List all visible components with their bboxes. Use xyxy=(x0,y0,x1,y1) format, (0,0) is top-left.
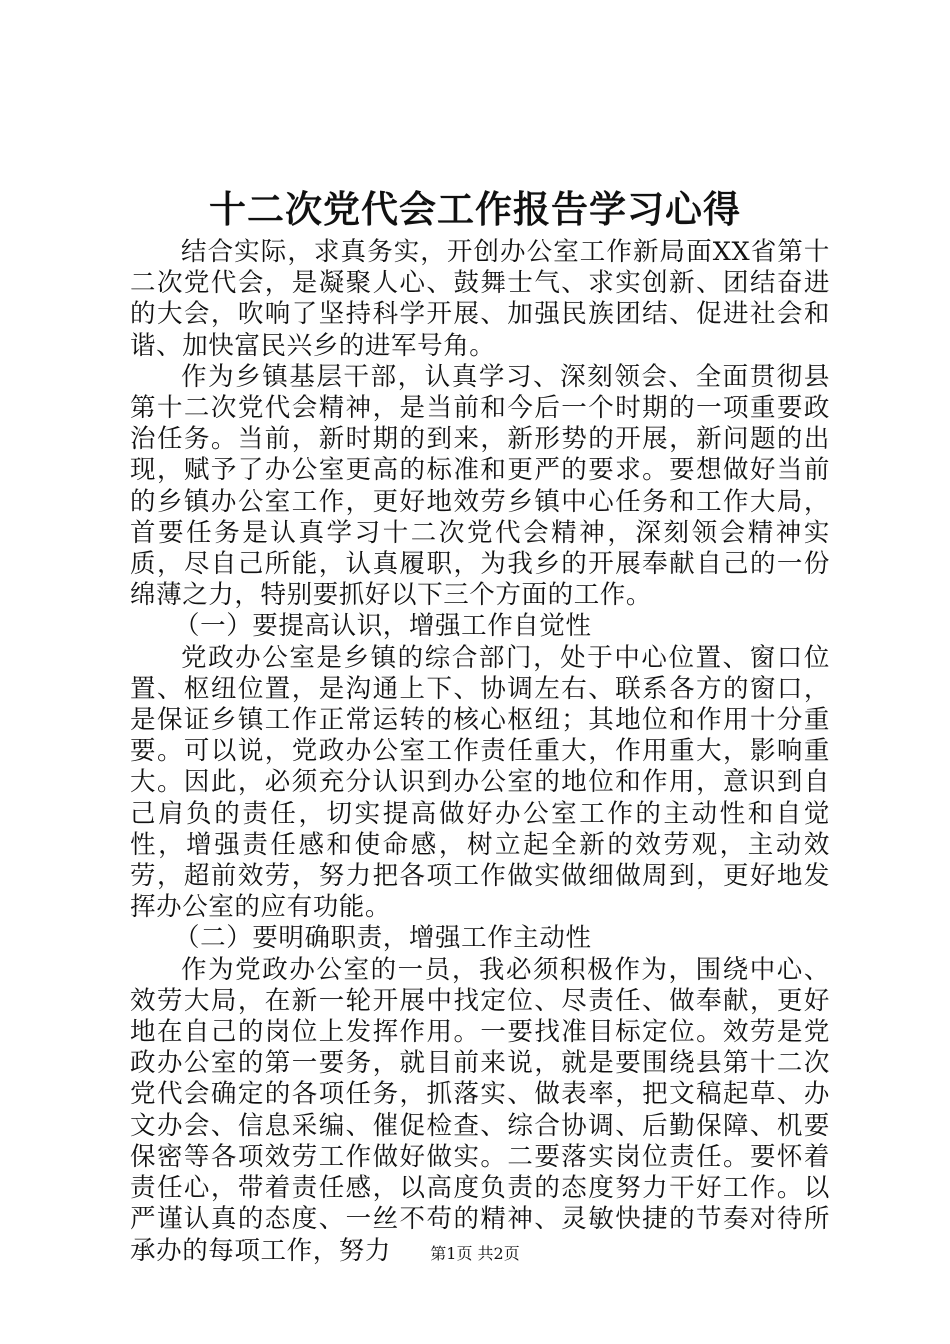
paragraph-intro: 结合实际，求真务实，开创办公室工作新局面XX省第十二次党代会，是凝聚人心、鼓舞士气、求实创新、团结奋进的大会，吹响了坚持科学开展、加强民族团结、促进社会和谐、加快富民兴乡的进军号角。 xyxy=(130,237,830,361)
page-footer: 第1页 共2页 xyxy=(430,1244,520,1263)
paragraph-role: 作为乡镇基层干部，认真学习、深刻领会、全面贯彻县第十二次党代会精神，是当前和今后一个时期的一项重要政治任务。当前，新时期的到来，新形势的开展，新问题的出现，赋予了办公室更高的标准和更严的要求。要想做好当前的乡镇办公室工作，更好地效劳乡镇中心任务和工作大局，首要任务是认真学习十二次党代会精神，深刻领会精神实质，尽自己所能，认真履职，为我乡的开展奉献自己的一份绵薄之力，特别要抓好以下三个方面的工作。 xyxy=(130,361,830,611)
section-heading-2: （二）要明确职责，增强工作主动性 xyxy=(174,923,592,954)
section-paragraph-2: 作为党政办公室的一员，我必须积极作为，围绕中心、效劳大局，在新一轮开展中找定位、尽责任、做奉献，更好地在自己的岗位上发挥作用。一要找准目标定位。效劳是党政办公室的第一要务，就目前来说，就是要围绕县第十二次党代会确定的各项任务，抓落实、做表率，把文稿起草、办文办会、信息采编、催促检查、综合协调、后勤保障、机要保密等各项效劳工作做好做实。二要落实岗位责任。要怀着责任心，带着责任感，以高度负责的态度努力干好工作。以严谨认真的态度、一丝不苟的精神、灵敏快捷的节奏对待所承办的每项工作，努力 xyxy=(130,954,830,1266)
section-heading-1: （一）要提高认识，增强工作自觉性 xyxy=(174,611,592,642)
document-title: 十二次党代会工作报告学习心得 xyxy=(209,187,741,231)
section-paragraph-1: 党政办公室是乡镇的综合部门，处于中心位置、窗口位置、枢纽位置，是沟通上下、协调左右、联系各方的窗口，是保证乡镇工作正常运转的核心枢纽；其地位和作用十分重要。可以说，党政办公室工作责任重大，作用重大，影响重大。因此，必须充分认识到办公室的地位和作用，意识到自己肩负的责任，切实提高做好办公室工作的主动性和自觉性，增强责任感和使命感，树立起全新的效劳观，主动效劳，超前效劳，努力把各项工作做实做细做周到，更好地发挥办公室的应有功能。 xyxy=(130,642,830,923)
document-body xyxy=(130,237,830,1267)
